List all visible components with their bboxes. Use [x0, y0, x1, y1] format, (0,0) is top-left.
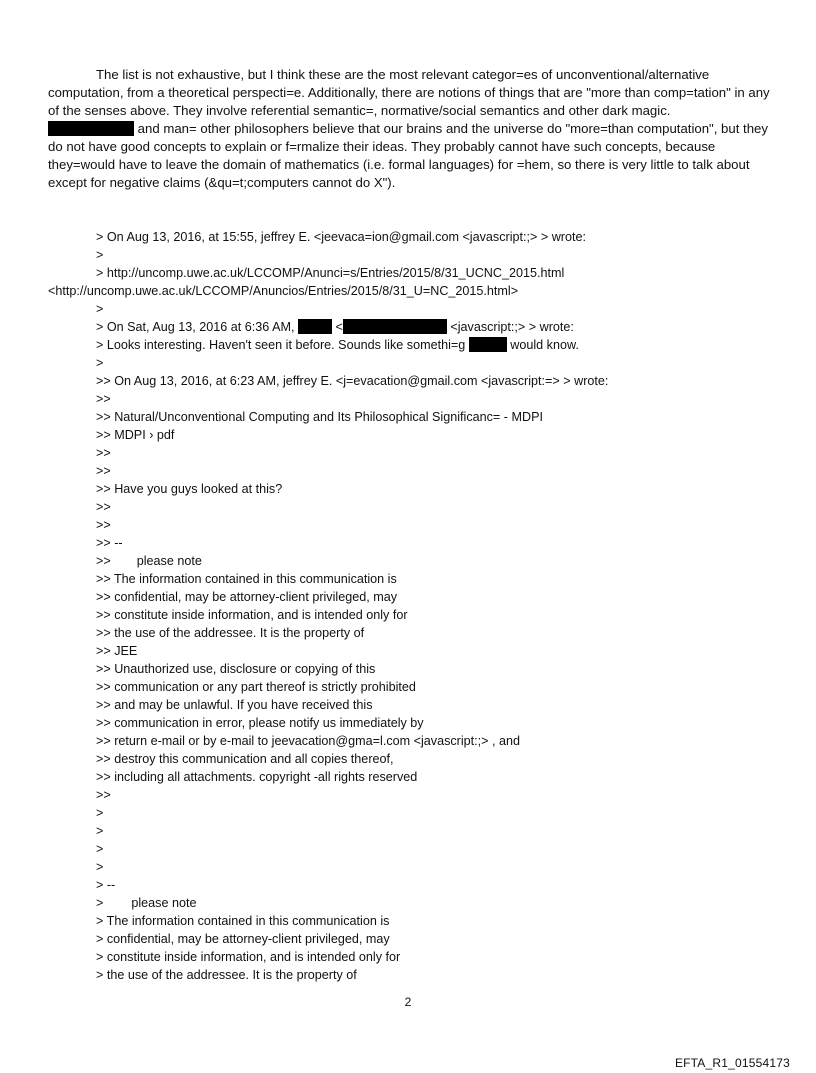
quoted-line: >> the use of the addressee. It is the property of — [96, 626, 365, 640]
quoted-line: > -- — [96, 878, 116, 892]
body-paragraph — [48, 66, 776, 192]
quoted-line-part: <javascript:;> > wrote: — [450, 320, 574, 334]
quoted-line: > The information contained in this communication is — [96, 914, 390, 928]
paragraph-text-1: The list is not exhaustive, but I think these are the most relevant categor=es of unconventional/alternative computation, from a theoretical perspecti=e. Additionally, there are notions of things that are "more than comp=tation" in any of the senses above. They involve referential semantic=, normative/social semantics and other dark magic. — [48, 67, 770, 118]
quoted-line-part: please note — [136, 554, 202, 568]
quoted-line: > — [96, 806, 104, 820]
quoted-line: > — [96, 302, 104, 316]
quoted-line-part: >> — [96, 554, 111, 568]
quoted-line: >> MDPI › pdf — [96, 428, 175, 442]
quoted-line: >> confidential, may be attorney-client privileged, may — [96, 590, 398, 604]
redaction-box — [298, 319, 332, 334]
redaction-box — [343, 319, 447, 334]
redaction-box — [469, 337, 507, 352]
quoted-line — [96, 552, 202, 570]
quoted-line: > — [96, 860, 104, 874]
quoted-line: >> — [96, 464, 111, 478]
quoted-line: >> including all attachments. copyright -all rights reserved — [96, 770, 418, 784]
quoted-line: > constitute inside information, and is intended only for — [96, 950, 401, 964]
quoted-line-part: would know. — [510, 338, 579, 352]
quoted-line-part: please note — [131, 896, 197, 910]
quoted-line: <http://uncomp.uwe.ac.uk/LCCOMP/Anuncios/Entries/2015/8/31_U=NC_2015.html> — [48, 284, 519, 298]
quoted-line: >> return e-mail or by e-mail to jeevacation@gma=l.com <javascript:;> , and — [96, 734, 521, 748]
quoted-line: > — [96, 842, 104, 856]
quoted-line: >> — [96, 446, 111, 460]
quoted-line: >> constitute inside information, and is intended only for — [96, 608, 408, 622]
quoted-line-part: > On Sat, Aug 13, 2016 at 6:36 AM, — [96, 320, 295, 334]
quoted-line: > — [96, 248, 104, 262]
quoted-line: > http://uncomp.uwe.ac.uk/LCCOMP/Anunci=s/Entries/2015/8/31_UCNC_2015.html — [96, 266, 565, 280]
paragraph-text-2: and man= other philosophers believe that our brains and the universe do "more=than computation", but they do not have good concepts to explain or f=rmalize their ideas. They probably cannot have such concepts, because they=would have to leave the domain of mathematics (i.e. formal languages) for =hem, so there is very little to talk about except for negative claims (&qu=t;computers cannot do X"). — [48, 121, 768, 190]
quoted-line: > confidential, may be attorney-client privileged, may — [96, 932, 390, 946]
quoted-line-part: < — [335, 320, 343, 334]
quoted-line: >> Natural/Unconventional Computing and Its Philosophical Significanc= - MDPI — [96, 410, 543, 424]
quoted-line: >> Unauthorized use, disclosure or copying of this — [96, 662, 376, 676]
quoted-line: >> -- — [96, 536, 123, 550]
quoted-line: >> communication or any part thereof is strictly prohibited — [96, 680, 416, 694]
quoted-line-part: > Looks interesting. Haven't seen it before. Sounds like somethi=g — [96, 338, 466, 352]
bates-identifier: EFTA_R1_01554173 — [674, 1056, 790, 1070]
quoted-line: >> destroy this communication and all copies thereof, — [96, 752, 394, 766]
quoted-line: >> — [96, 392, 111, 406]
quoted-line: >> On Aug 13, 2016, at 6:23 AM, jeffrey E. <j=evacation@gmail.com <javascript:=> > wrote: — [96, 374, 609, 388]
quoted-line: > On Aug 13, 2016, at 15:55, jeffrey E. <jeevaca=ion@gmail.com <javascript:;> > wrote: — [96, 230, 586, 244]
quoted-line: > — [96, 824, 104, 838]
quoted-line-part: > — [96, 896, 104, 910]
quoted-line: >> — [96, 500, 111, 514]
quoted-line: >> and may be unlawful. If you have received this — [96, 698, 373, 712]
quoted-line: >> The information contained in this communication is — [96, 572, 397, 586]
quoted-line: >> communication in error, please notify us immediately by — [96, 716, 424, 730]
quoted-line: >> — [96, 788, 111, 802]
quoted-line: >> Have you guys looked at this? — [96, 482, 283, 496]
redaction-box — [48, 121, 134, 136]
page-number: 2 — [404, 995, 412, 1009]
quoted-line — [96, 318, 574, 336]
quoted-line: >> JEE — [96, 644, 138, 658]
quoted-line — [96, 894, 196, 912]
quoted-line: >> — [96, 518, 111, 532]
quoted-line: > the use of the addressee. It is the property of — [96, 968, 357, 982]
quoted-line — [96, 336, 579, 354]
quoted-line: > — [96, 356, 104, 370]
